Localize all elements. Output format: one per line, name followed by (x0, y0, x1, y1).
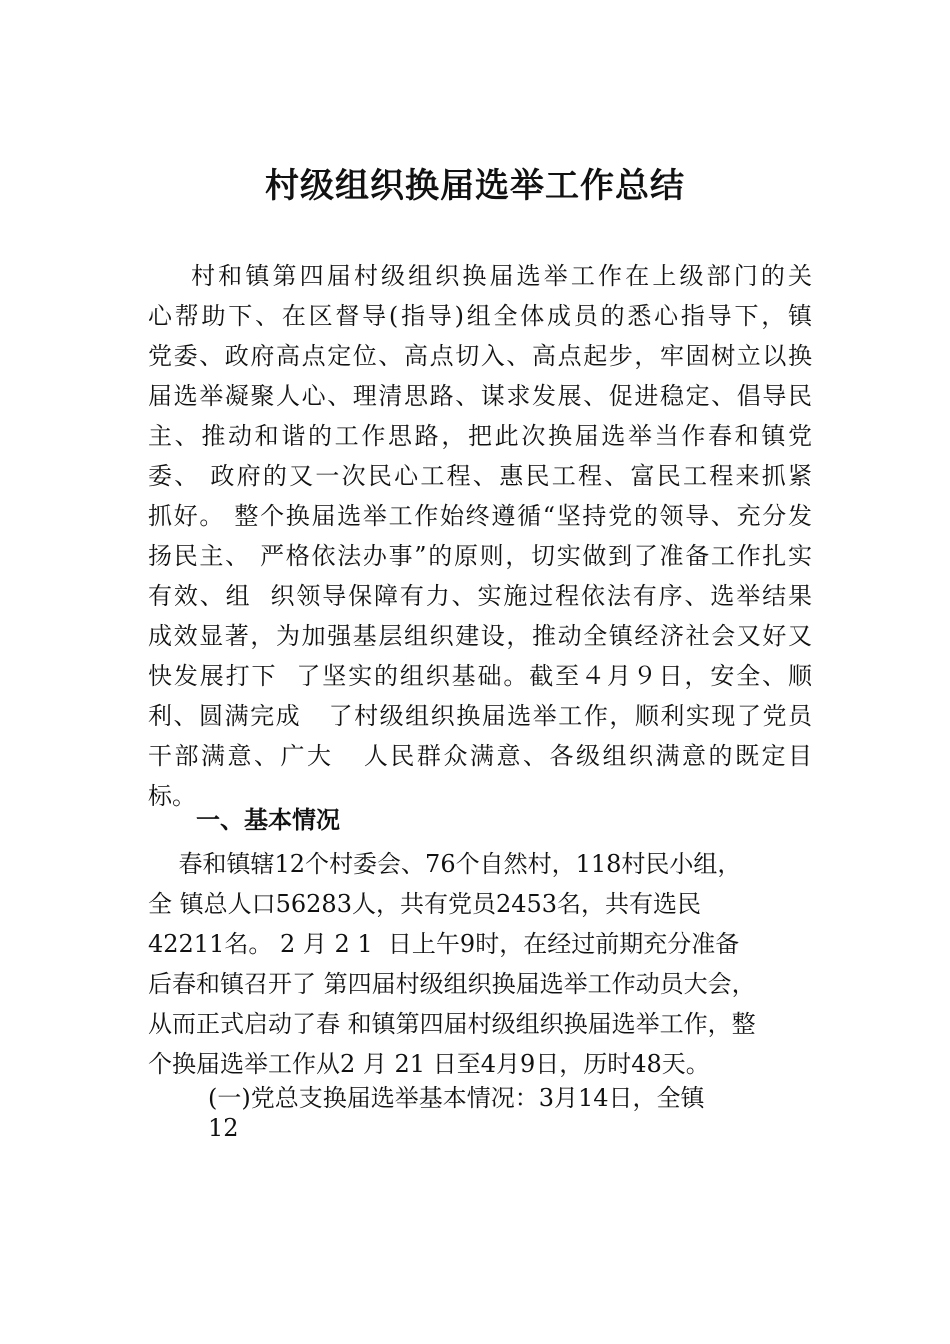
section-line: 个换届选举工作从2 月 21 日至4月9日，历时48天。 (148, 1050, 710, 1078)
intro-line: 有效、组 织领导保障有力、实施过程依法有序、选举结果 (148, 582, 812, 610)
intro-line: 抓好。 整个换届选举工作始终遵循“坚持党的领导、充分发 (148, 502, 812, 530)
section-line: 后春和镇召开了 第四届村级组织换届选举工作动员大会， (148, 970, 756, 998)
intro-line: 委、 政府的又一次民心工程、惠民工程、富民工程来抓紧 (148, 462, 812, 490)
intro-line: 主、推动和谐的工作思路，把此次换届选举当作春和镇党 (148, 422, 812, 450)
subsection-line: (一)党总支换届选举基本情况：3月14日，全镇 (208, 1084, 705, 1112)
intro-line: 利、圆满完成 了村级组织换届选举工作，顺利实现了党员 (148, 702, 812, 730)
intro-line: 标。 (148, 782, 196, 810)
section-line: 从而正式启动了春 和镇第四届村级组织换届选举工作，整 (148, 1010, 756, 1038)
intro-line: 届选举凝聚人心、理清思路、谋求发展、促进稳定、倡导民 (148, 382, 812, 410)
intro-line: 快发展打下 了坚实的组织基础。截至４月９日，安全、顺 (148, 662, 812, 690)
intro-line: 干部满意、广大 人民群众满意、各级组织满意的既定目 (148, 742, 812, 770)
section-line: 春和镇辖12个村委会、76个自然村，118村民小组， (148, 850, 742, 878)
intro-line: 心帮助下、在区督导(指导)组全体成员的悉心指导下，镇 (148, 302, 812, 330)
section-heading: 一、基本情况 (196, 806, 340, 834)
subsection-line: 12 (208, 1114, 239, 1142)
intro-line: 党委、政府高点定位、高点切入、高点起步，牢固树立以换 (148, 342, 812, 370)
section-line: 全 镇总人口56283人，共有党员2453名，共有选民 (148, 890, 702, 918)
intro-line: 扬民主、 严格依法办事”的原则，切实做到了准备工作扎实 (148, 542, 812, 570)
section-line: 42211名。 2 月 2 1 日上午9时，在经过前期充分准备 (148, 930, 740, 958)
intro-line: 村和镇第四届村级组织换届选举工作在上级部门的关 (148, 262, 812, 290)
intro-line: 成效显著，为加强基层组织建设，推动全镇经济社会又好又 (148, 622, 812, 650)
document-title: 村级组织换届选举工作总结 (265, 166, 685, 206)
